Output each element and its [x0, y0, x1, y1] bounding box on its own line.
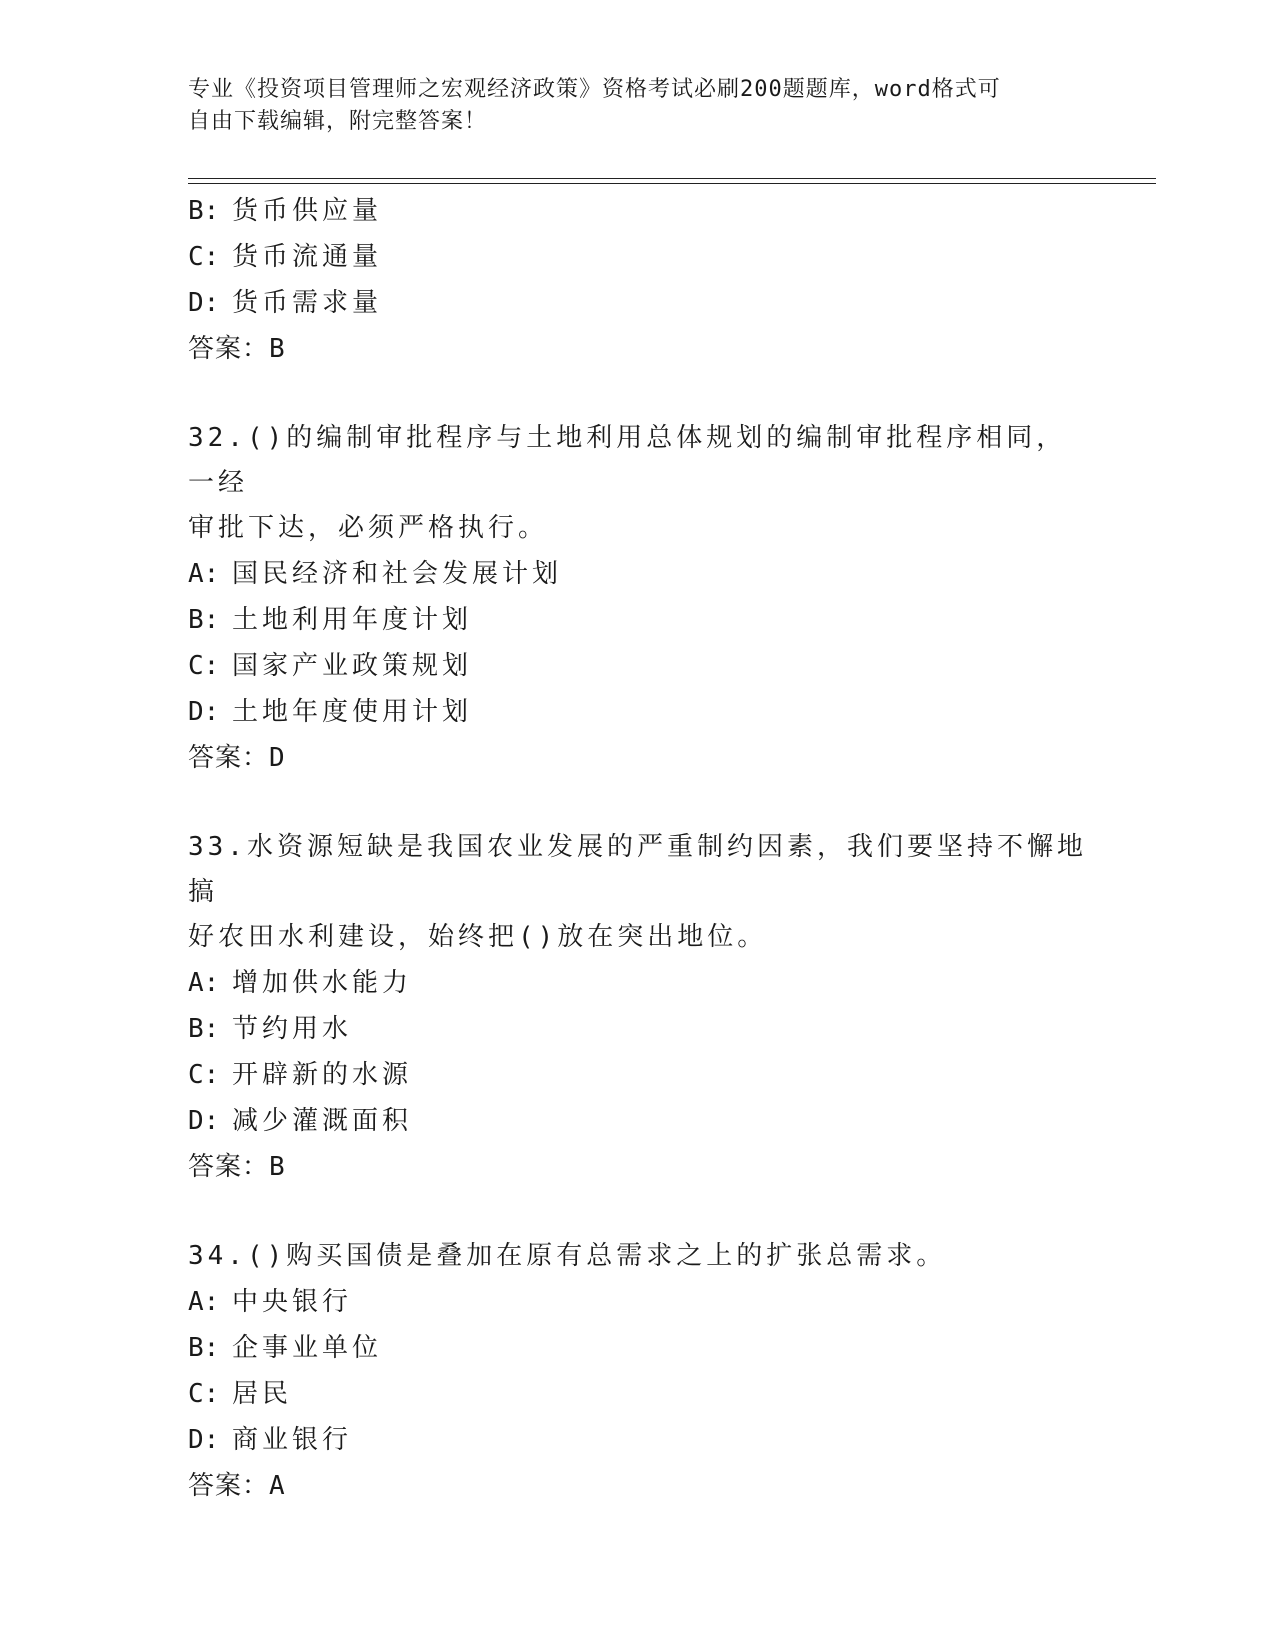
option-text: 货币需求量 — [232, 288, 383, 318]
option-text: 货币流通量 — [232, 242, 383, 272]
answer-label: 答案： — [188, 743, 270, 773]
answer-value: B — [269, 334, 286, 364]
option-c — [188, 234, 1088, 280]
answer-line — [188, 1463, 1088, 1509]
stem-line-2: 审批下达，必须严格执行。 — [188, 513, 549, 543]
option-key: D: — [188, 1425, 220, 1455]
option-key: A: — [188, 968, 220, 998]
header-divider-top — [188, 178, 1156, 179]
option-text: 土地利用年度计划 — [232, 605, 473, 635]
option-key: B: — [188, 1333, 220, 1363]
question-31-continued — [188, 188, 1088, 372]
option-text: 国家产业政策规划 — [232, 651, 473, 681]
document-header — [188, 74, 1068, 138]
option-text: 货币供应量 — [232, 196, 383, 226]
option-d — [188, 689, 1088, 735]
answer-value: B — [269, 1152, 286, 1182]
question-stem — [188, 1234, 1088, 1279]
option-text: 开辟新的水源 — [232, 1060, 413, 1090]
option-c — [188, 643, 1088, 689]
option-text: 企事业单位 — [232, 1333, 383, 1363]
option-a — [188, 960, 1088, 1006]
answer-value: D — [269, 743, 286, 773]
option-text: 居民 — [232, 1379, 293, 1409]
answer-label: 答案： — [188, 1152, 270, 1182]
option-c — [188, 1371, 1088, 1417]
answer-label: 答案： — [188, 1471, 270, 1501]
option-text: 节约用水 — [232, 1014, 353, 1044]
question-stem — [188, 825, 1088, 960]
header-line-2: 自由下载编辑，附完整答案！ — [188, 109, 488, 134]
option-a — [188, 551, 1088, 597]
answer-line — [188, 326, 1088, 372]
option-a — [188, 1279, 1088, 1325]
option-key: A: — [188, 1287, 220, 1317]
answer-line — [188, 1144, 1088, 1190]
option-text: 商业银行 — [232, 1425, 353, 1455]
option-key: D: — [188, 697, 220, 727]
option-key: C: — [188, 242, 220, 272]
option-key: B: — [188, 1014, 220, 1044]
answer-line — [188, 735, 1088, 781]
answer-value: A — [269, 1471, 286, 1501]
option-text: 国民经济和社会发展计划 — [232, 559, 563, 589]
option-b — [188, 1325, 1088, 1371]
option-text: 减少灌溉面积 — [232, 1106, 413, 1136]
stem-line-1: 33.水资源短缺是我国农业发展的严重制约因素，我们要坚持不懈地搞 — [188, 832, 1087, 907]
option-text: 增加供水能力 — [232, 968, 413, 998]
question-32 — [188, 416, 1088, 781]
option-key: D: — [188, 1106, 220, 1136]
option-key: B: — [188, 196, 220, 226]
option-b — [188, 188, 1088, 234]
option-key: C: — [188, 1379, 220, 1409]
header-line-1: 专业《投资项目管理师之宏观经济政策》资格考试必刷200题题库，word格式可 — [188, 77, 1001, 102]
header-divider-bottom — [188, 183, 1156, 184]
question-33 — [188, 825, 1088, 1190]
option-d — [188, 1417, 1088, 1463]
option-key: B: — [188, 605, 220, 635]
stem-line-1: 34.()购买国债是叠加在原有总需求之上的扩张总需求。 — [188, 1241, 947, 1271]
answer-label: 答案： — [188, 334, 270, 364]
option-key: C: — [188, 651, 220, 681]
option-key: A: — [188, 559, 220, 589]
question-stem — [188, 416, 1088, 551]
option-text: 土地年度使用计划 — [232, 697, 473, 727]
option-text: 中央银行 — [232, 1287, 353, 1317]
stem-line-1: 32.()的编制审批程序与土地利用总体规划的编制审批程序相同，一经 — [188, 423, 1067, 498]
option-b — [188, 1006, 1088, 1052]
option-b — [188, 597, 1088, 643]
option-d — [188, 1098, 1088, 1144]
question-34 — [188, 1234, 1088, 1509]
option-key: D: — [188, 288, 220, 318]
document-body — [188, 188, 1088, 1509]
stem-line-2: 好农田水利建设，始终把()放在突出地位。 — [188, 922, 768, 952]
option-d — [188, 280, 1088, 326]
option-key: C: — [188, 1060, 220, 1090]
option-c — [188, 1052, 1088, 1098]
